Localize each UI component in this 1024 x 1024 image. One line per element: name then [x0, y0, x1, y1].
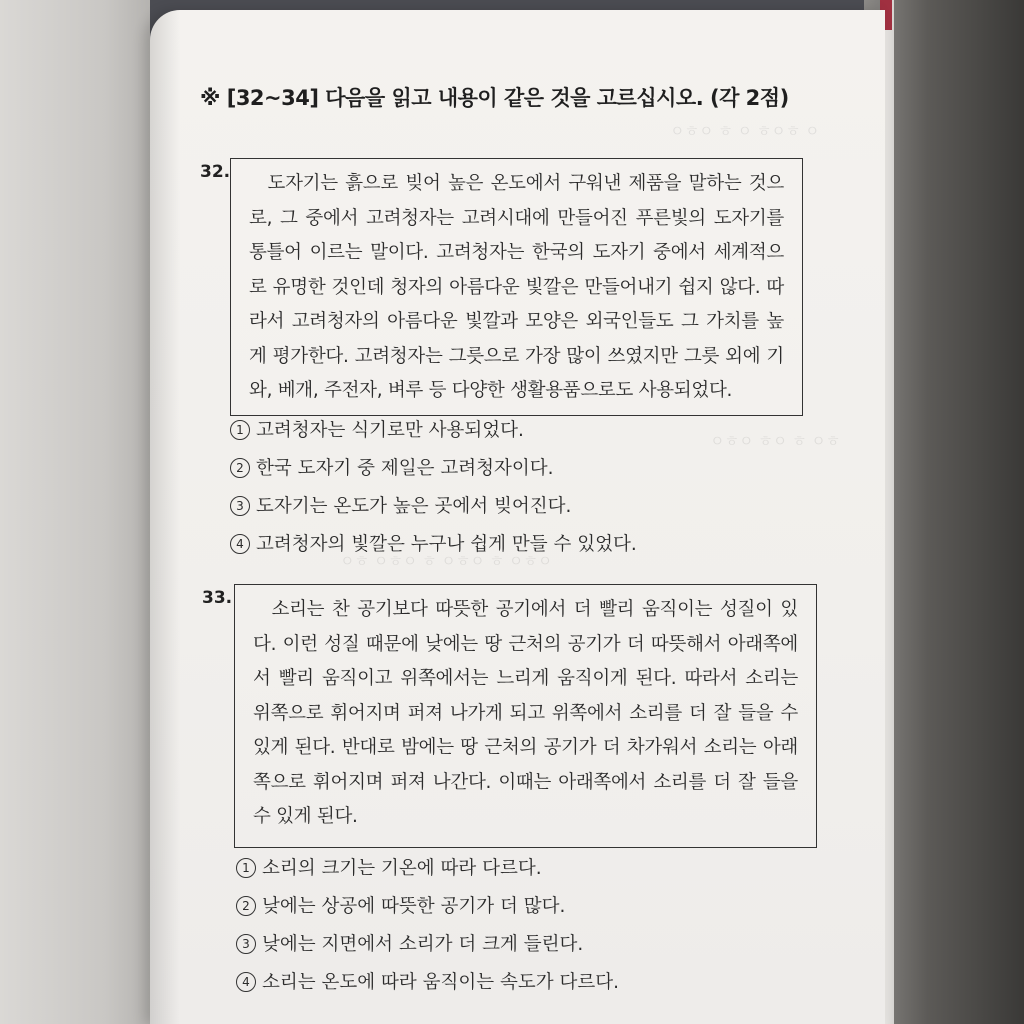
answer-option[interactable] — [230, 526, 637, 564]
answer-option[interactable] — [230, 412, 637, 450]
answer-options — [230, 412, 637, 564]
passage-box — [234, 584, 817, 848]
circled-number: 3 — [230, 496, 250, 516]
option-text: 소리는 온도에 따라 움직이는 속도가 다르다. — [262, 972, 619, 993]
answer-option[interactable] — [236, 964, 619, 1002]
option-text: 낮에는 상공에 따뜻한 공기가 더 많다. — [262, 896, 566, 917]
passage-text: 소리는 찬 공기보다 따뜻한 공기에서 더 빨리 움직이는 성질이 있다. 이런 성질 때문에 낮에는 땅 근처의 공기가 더 따뜻해서 아래쪽에서 빨리 움직이고 위쪽에서는 느리게 움직이게 된다. 따라서 소리는 위쪽으로 휘어지며 퍼져 나가게 되고 위쪽에서 소리를 더 잘 들을 수 있게 된다. 반대로 밤에는 땅 근처의 공기가 더 차가워서 소리는 아래쪽으로 휘어지며 퍼져 나간다. 이때는 아래쪽에서 소리를 더 잘 들을 수 있게 된다. — [253, 599, 798, 827]
bleed-through-text: ㅇㅎㅇ ㅎ ㅇ ㅎㅇㅎ ㅇ — [670, 122, 820, 140]
option-text: 한국 도자기 중 제일은 고려청자이다. — [256, 458, 554, 479]
passage-text: 도자기는 흙으로 빚어 높은 온도에서 구워낸 제품을 말하는 것으로, 그 중에서 고려청자는 고려시대에 만들어진 푸른빛의 도자기를 통틀어 이르는 말이다. 고려청자는 한국의 도자기 중에서 세계적으로 유명한 것인데 청자의 아름다운 빛깔은 만들어내기 쉽지 않다. 따라서 고려청자의 아름다운 빛깔과 모양은 외국인들도 그 가치를 높게 평가한다. 고려청자는 그릇으로 가장 많이 쓰였지만 그릇 외에 기와, 베개, 주전자, 벼루 등 다양한 생활용품으로도 사용되었다. — [249, 173, 784, 401]
circled-number: 2 — [236, 896, 256, 916]
passage-box — [230, 158, 803, 416]
option-text: 소리의 크기는 기온에 따라 다르다. — [262, 858, 542, 879]
circled-number: 4 — [236, 972, 256, 992]
option-text: 고려청자는 식기로만 사용되었다. — [256, 420, 524, 441]
question-number: 32. — [200, 162, 231, 182]
section-instruction: ※ [32~34] 다음을 읽고 내용이 같은 것을 고르십시오. (각 2점) — [200, 86, 789, 110]
option-text: 고려청자의 빛깔은 누구나 쉽게 만들 수 있었다. — [256, 534, 637, 555]
answer-options — [236, 850, 619, 1002]
option-text: 도자기는 온도가 높은 곳에서 빚어진다. — [256, 496, 572, 517]
answer-option[interactable] — [236, 850, 619, 888]
circled-number: 4 — [230, 534, 250, 554]
option-text: 낮에는 지면에서 소리가 더 크게 들린다. — [262, 934, 584, 955]
page-gutter-shadow — [150, 10, 180, 1024]
circled-number: 3 — [236, 934, 256, 954]
background-left — [0, 0, 150, 1024]
question-number: 33. — [202, 588, 233, 608]
answer-option[interactable] — [230, 450, 637, 488]
circled-number: 1 — [230, 420, 250, 440]
answer-option[interactable] — [236, 888, 619, 926]
circled-number: 2 — [230, 458, 250, 478]
bleed-through-text: ㅇㅎㅇ ㅎㅇ ㅎ ㅇㅎ — [710, 432, 841, 450]
answer-option[interactable] — [236, 926, 619, 964]
circled-number: 1 — [236, 858, 256, 878]
bleed-through-text: ㅇㅎ ㅇㅎㅇ ㅎ ㅇㅎㅇ ㅎ ㅇㅎㅇ — [340, 552, 553, 570]
answer-option[interactable] — [230, 488, 637, 526]
book-page — [150, 10, 885, 1024]
